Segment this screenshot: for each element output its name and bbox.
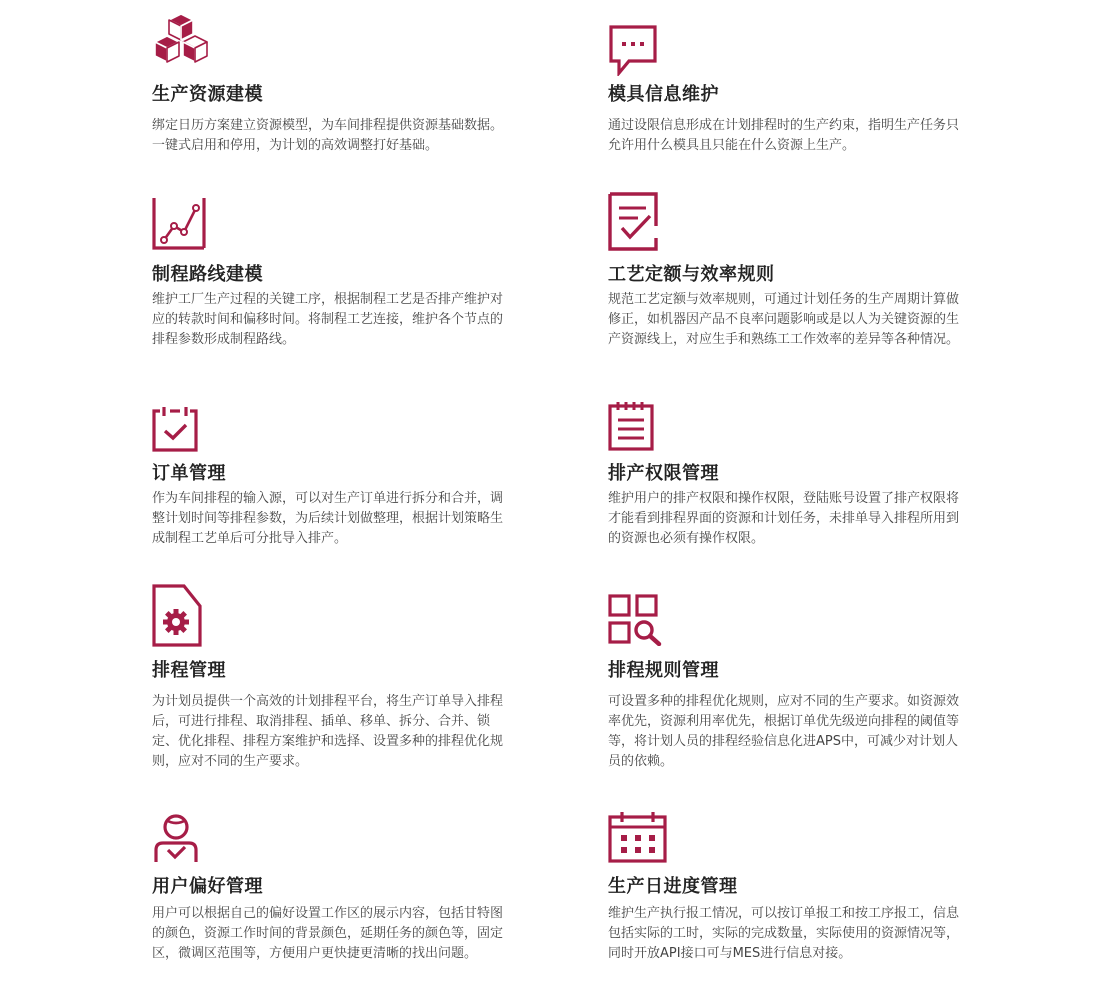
feature-title: 工艺定额与效率规则 (608, 264, 775, 285)
feature-title: 排程规则管理 (608, 660, 719, 681)
feature-description: 为计划员提供一个高效的计划排程平台，将生产订单导入排程后，可进行排程、取消排程、插单、移单、拆分、合并、锁定、优化排程、排程方案维护和选择、设置多种的排程优化规则，应对不同的生产要求。 (152, 694, 504, 769)
chat-bubble-icon (608, 24, 658, 76)
feature-title: 订单管理 (152, 463, 226, 484)
gear-document-icon (152, 584, 204, 648)
feature-description: 通过设限信息形成在计划排程时的生产约束，指明生产任务只允许用什么模具且只能在什么资源上生产。 (608, 118, 960, 153)
feature-title: 模具信息维护 (608, 84, 719, 105)
cubes-icon (152, 12, 210, 70)
grid-search-icon (608, 594, 662, 646)
feature-description: 维护用户的排产权限和操作权限，登陆账号设置了排产权限将才能看到排程界面的资源和计划任务，未排单导入排程所用到的资源也必须有操作权限。 (608, 491, 960, 546)
feature-description: 维护工厂生产过程的关键工序，根据制程工艺是否排产维护对应的转款时间和偏移时间。将制程工艺连接，维护各个节点的排程参数形成制程路线。 (152, 292, 504, 347)
feature-description: 用户可以根据自己的偏好设置工作区的展示内容，包括甘特图的颜色，资源工作时间的背景颜色，延期任务的颜色等，固定区，微调区范围等，方便用户更快捷更清晰的找出问题。 (152, 906, 504, 961)
notepad-icon (608, 400, 656, 452)
feature-title: 生产资源建模 (152, 84, 263, 105)
user-check-icon (152, 812, 200, 866)
feature-title: 排产权限管理 (608, 463, 719, 484)
calendar-icon (608, 810, 668, 864)
line-chart-icon (152, 196, 206, 252)
edit-document-icon (608, 192, 660, 252)
feature-description: 规范工艺定额与效率规则，可通过计划任务的生产周期计算做修正，如机器因产品不良率问题影响或是以人为关键资源的生产资源线上，对应生手和熟练工工作效率的差异等各种情况。 (608, 292, 960, 347)
feature-description: 可设置多种的排程优化规则，应对不同的生产要求。如资源效率优先，资源利用率优先，根据订单优先级逆向排程的阈值等等，将计划人员的排程经验信息化进APS中，可减少对计划人员的依赖。 (608, 694, 960, 769)
feature-title: 生产日进度管理 (608, 876, 738, 897)
feature-description: 作为车间排程的输入源，可以对生产订单进行拆分和合并，调整计划时间等排程参数，为后续计划做整理，根据计划策略生成制程工艺单后可分批导入排产。 (152, 491, 504, 546)
feature-title: 用户偏好管理 (152, 876, 263, 897)
feature-description: 维护生产执行报工情况，可以按订单报工和按工序报工，信息包括实际的工时，实际的完成数量，实际使用的资源情况等，同时开放API接口可与MES进行信息对接。 (608, 906, 960, 961)
clipboard-check-icon (152, 405, 200, 453)
feature-title: 制程路线建模 (152, 264, 263, 285)
feature-title: 排程管理 (152, 660, 226, 681)
feature-description: 绑定日历方案建立资源模型，为车间排程提供资源基础数据。一键式启用和停用，为计划的高效调整打好基础。 (152, 118, 504, 153)
